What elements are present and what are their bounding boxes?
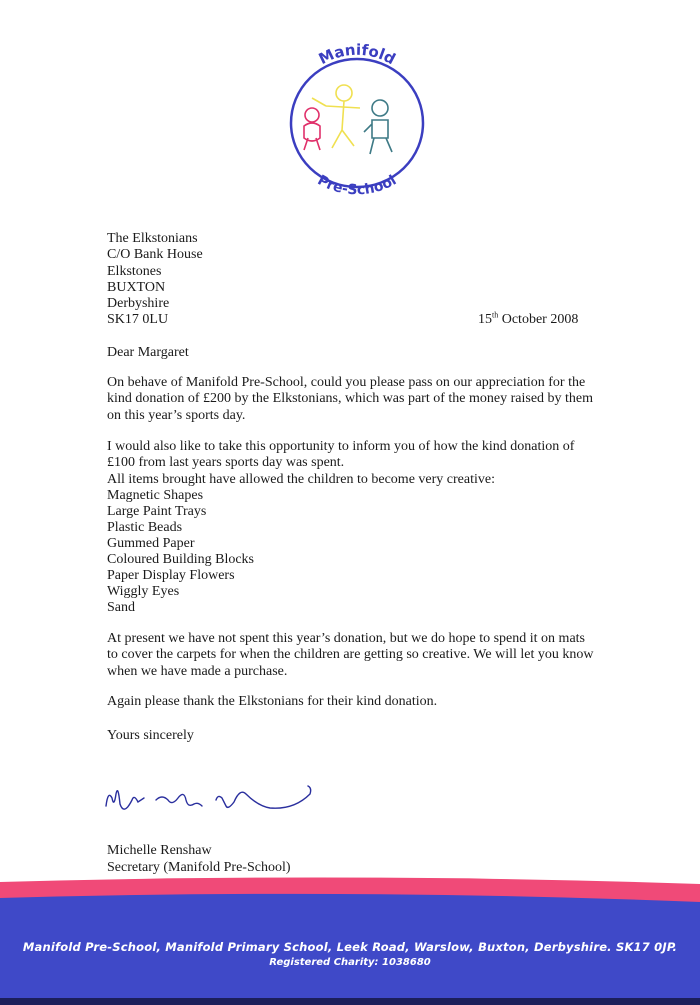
- address-line: BUXTON: [107, 279, 166, 295]
- footer-band: [0, 870, 700, 1005]
- logo-figure-teal: [364, 100, 392, 154]
- paragraph-plans: At present we have not spent this year’s donation, but we do hope to spend it on mats to cover the carpets for when the children are getting so creative. We will let you know when we have made a purchase.: [107, 631, 594, 679]
- paragraph-donation-use: [107, 439, 597, 616]
- date-day: 15: [478, 312, 492, 327]
- list-item: Paper Display Flowers: [107, 567, 235, 583]
- address-line: Derbyshire: [107, 296, 170, 312]
- list-item: Gummed Paper: [107, 535, 195, 551]
- signer-title: Secretary (Manifold Pre-School): [107, 860, 291, 875]
- address-line: C/O Bank House: [107, 247, 203, 263]
- list-item: Magnetic Shapes: [107, 487, 204, 503]
- list-item: Large Paint Trays: [107, 503, 207, 519]
- logo-top-text: Manifold: [315, 40, 399, 69]
- footer-text: [0, 940, 700, 968]
- logo-bottom-text: Pre-School: [314, 172, 400, 199]
- salutation: Dear Margaret: [107, 345, 189, 360]
- address-line: SK17 0LU: [107, 312, 169, 328]
- list-item: Sand: [107, 599, 135, 615]
- pre-school-logo: [282, 28, 432, 213]
- handwritten-signature: [98, 776, 318, 826]
- closing: Yours sincerely: [107, 728, 194, 743]
- signer-name: Michelle Renshaw: [107, 843, 212, 858]
- letter-date: [478, 312, 578, 328]
- address-line: Elkstones: [107, 263, 162, 279]
- paragraph-appreciation: On behave of Manifold Pre-School, could you please pass on our appreciation for the kind donation of £200 by the Elkstonians, which was part of the money raised by them on this year’s sports day.: [107, 375, 594, 423]
- date-rest: October 2008: [498, 312, 579, 327]
- date-suffix: th: [492, 310, 499, 320]
- logo-figure-red: [304, 108, 320, 150]
- paragraph-thanks: Again please thank the Elkstonians for their kind donation.: [107, 694, 438, 709]
- paragraph-intro: I would also like to take this opportunity to inform you of how the kind donation of £100 from last years sports day was spent.: [107, 439, 575, 471]
- footer-address: Manifold Pre-School, Manifold Primary School, Leek Road, Warslow, Buxton, Derbyshire. SK17 0JP.: [22, 940, 678, 954]
- address-line: The Elkstonians: [107, 231, 198, 246]
- footer-bottom-edge: [0, 998, 700, 1005]
- footer-charity: Registered Charity: 1038680: [269, 957, 431, 968]
- recipient-address: [107, 231, 203, 329]
- list-item: Wiggly Eyes: [107, 583, 180, 599]
- list-item: Coloured Building Blocks: [107, 551, 254, 567]
- paragraph-lead: All items brought have allowed the children to become very creative:: [107, 471, 495, 487]
- items-list: [107, 488, 597, 616]
- list-item: Plastic Beads: [107, 519, 183, 535]
